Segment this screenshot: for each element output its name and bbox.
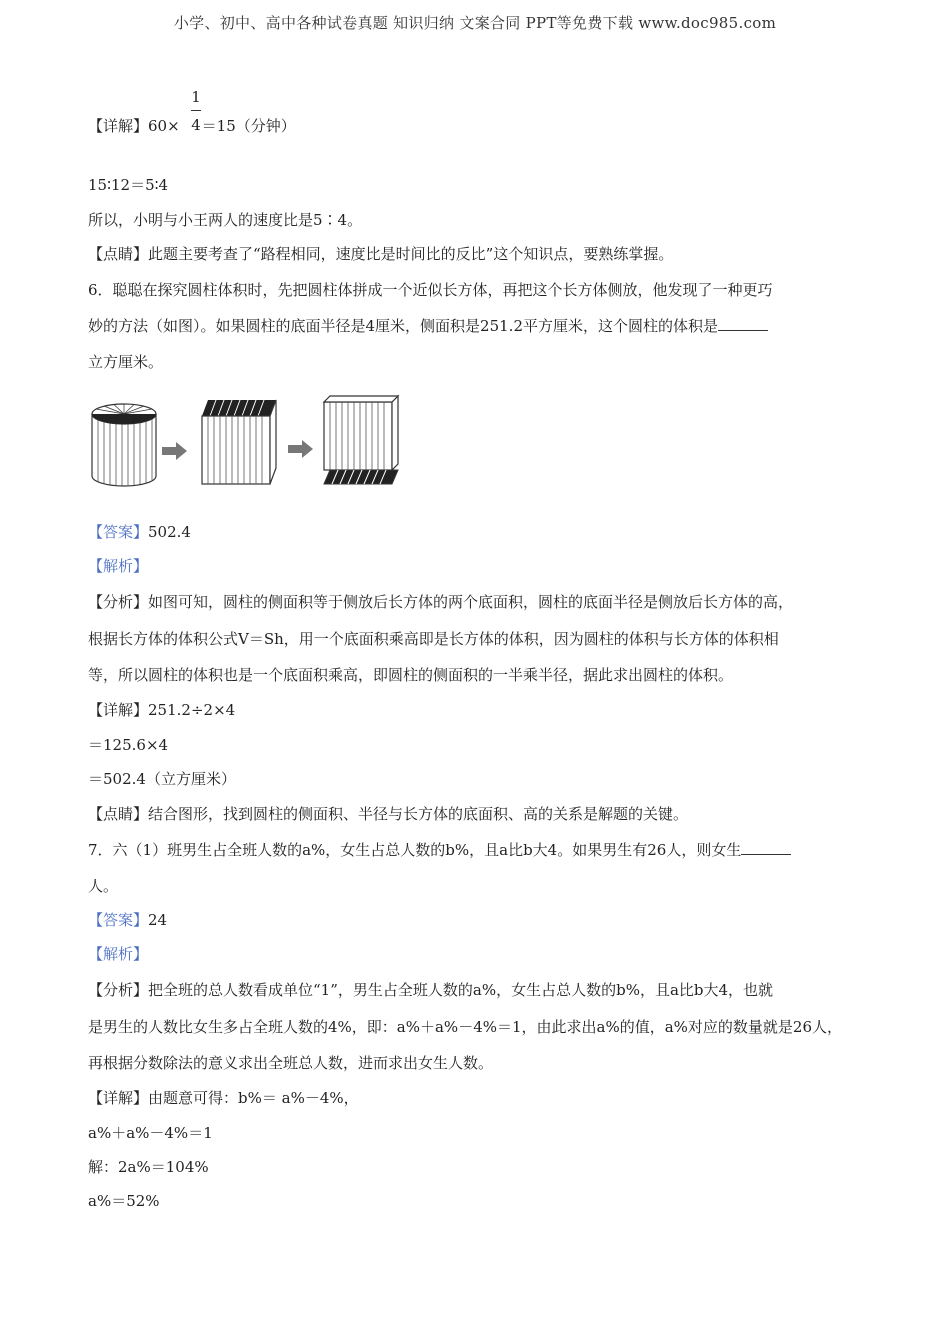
q7-text-1 [88, 840, 791, 860]
answer-blank [718, 316, 768, 331]
answer-blank [741, 840, 791, 855]
fraction-bar [191, 110, 201, 111]
cylinder-figure [86, 392, 426, 492]
fenxi-text: 如图可知，圆柱的侧面积等于侧放后长方体的两个底面积，圆柱的底面半径是侧放后长方体的高， [148, 593, 794, 611]
fraction-denominator: 4 [191, 116, 201, 134]
q7-detail-3: 解：2a%＝104% [88, 1158, 209, 1176]
comment-text: 结合图形，找到圆柱的侧面积、半径与长方体的底面积、高的关系是解题的关键。 [148, 805, 689, 823]
q7-answer-line [88, 910, 167, 930]
q6-comment [88, 804, 688, 824]
arrow-icon [162, 442, 187, 460]
q7-detail-4: a%＝52% [88, 1192, 160, 1210]
fraction-numerator: 1 [191, 88, 201, 106]
q7-analysis-label: 【解析】 [88, 945, 149, 963]
q6-detail-1 [88, 700, 235, 720]
q7-fenxi-2: 是男生的人数比女生多占全班人数的4%，即：a%＋a%－4%＝1，由此求出a%的值，a%对应的数量就是26人， [88, 1018, 843, 1036]
cuboid-icon [202, 400, 276, 484]
fenxi-text: 把全班的总人数看成单位“1”，男生占全班人数的a%，女生占总人数的b%，且a比b大4，也就 [148, 981, 774, 999]
detail-label: 【详解】 [88, 701, 149, 719]
fenxi-label: 【分析】 [88, 981, 149, 999]
detail-post: ＝15（分钟） [201, 117, 296, 135]
answer-label: 【答案】 [88, 911, 149, 929]
q6-text-2-body: 妙的方法（如图）。如果圆柱的底面半径是4厘米，侧面积是251.2平方厘米，这个圆柱的体积是 [88, 317, 718, 335]
q6-answer-line [88, 522, 191, 542]
fenxi-label: 【分析】 [88, 593, 149, 611]
q6-fenxi-2: 根据长方体的体积公式V＝Sh，用一个底面积乘高即是长方体的体积，因为圆柱的体积与长方体的体积相 [88, 630, 779, 648]
detail-text: 由题意可得：b%＝ a%－4%， [148, 1089, 359, 1107]
q6-text-3: 立方厘米。 [88, 353, 164, 371]
detail-label: 【详解】 [88, 117, 149, 135]
q6-detail-3: ＝502.4（立方厘米） [88, 770, 236, 788]
q7-fenxi-3: 再根据分数除法的意义求出全班总人数，进而求出女生人数。 [88, 1054, 494, 1072]
q6-detail-2: ＝125.6×4 [88, 736, 169, 754]
detail-text: 251.2÷2×4 [148, 701, 236, 719]
ratio-line: 15∶12＝5∶4 [88, 176, 169, 194]
detail-pre: 60× [148, 117, 180, 135]
q6-text-2 [88, 316, 768, 336]
q6-analysis-label: 【解析】 [88, 557, 149, 575]
comment-label: 【点睛】 [88, 245, 149, 263]
answer-value: 502.4 [148, 523, 191, 541]
q6-text-1: 6．聪聪在探究圆柱体积时，先把圆柱体拼成一个近似长方体，再把这个长方体侧放，他发现了一种更巧 [88, 281, 773, 299]
q6-fenxi-3: 等，所以圆柱的体积也是一个底面积乘高，即圆柱的侧面积的一半乘半径，据此求出圆柱的体积。 [88, 666, 734, 684]
q7-detail-1 [88, 1088, 359, 1108]
q7-text-1-body: 7．六（1）班男生占全班人数的a%，女生占总人数的b%，且a比b大4。如果男生有26人，则女生 [88, 841, 742, 859]
answer-value: 24 [148, 911, 168, 929]
comment-line-5 [88, 244, 673, 264]
q6-fenxi-1 [88, 592, 793, 612]
comment-text: 此题主要考查了“路程相同，速度比是时间比的反比”这个知识点，要熟练掌握。 [148, 245, 674, 263]
answer-label: 【答案】 [88, 523, 149, 541]
q7-fenxi-1 [88, 980, 773, 1000]
q7-text-2: 人。 [88, 877, 119, 895]
conclusion-line: 所以，小明与小王两人的速度比是5∶4。 [88, 211, 363, 229]
cylinder-icon [92, 404, 156, 486]
cuboid-side-icon [324, 396, 398, 484]
page-header: 小学、初中、高中各种试卷真题 知识归纳 文案合同 PPT等免费下载 www.doc985.com [173, 14, 777, 32]
arrow-icon [288, 440, 313, 458]
detail-label: 【详解】 [88, 1089, 149, 1107]
q7-detail-2: a%＋a%－4%＝1 [88, 1124, 213, 1142]
comment-label: 【点睛】 [88, 805, 149, 823]
